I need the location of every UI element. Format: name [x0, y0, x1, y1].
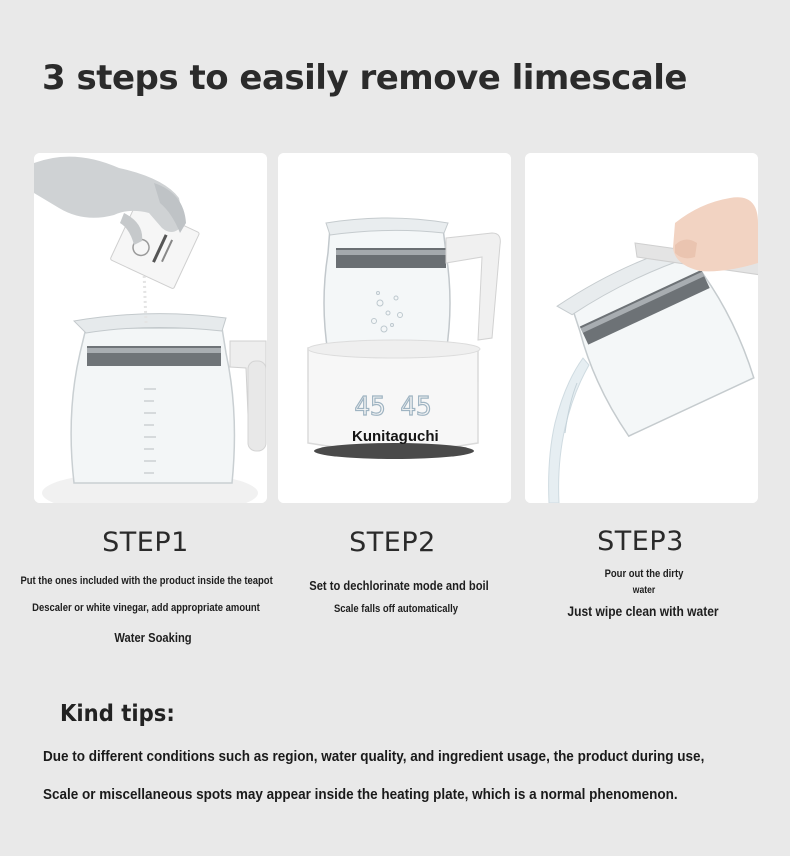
step2-title: STEP2	[349, 527, 436, 558]
step2-line2: Scale falls off automatically	[333, 603, 459, 615]
display-right: 45	[400, 392, 432, 422]
step3-line1: Pour out the dirty	[604, 568, 684, 580]
step1-line2: Descaler or white vinegar, add appropriate amount	[32, 602, 260, 614]
step1-title: STEP1	[102, 527, 189, 558]
step3-line2: water	[632, 585, 656, 596]
step1-line3: Water Soaking	[114, 630, 192, 645]
tips-heading: Kind tips:	[60, 701, 175, 727]
step1-line1: Put the ones included with the product inside the teapot	[20, 575, 273, 587]
step1-image	[34, 153, 267, 503]
tip-line-2: Scale or miscellaneous spots may appear inside the heating plate, which is a normal phenomenon.	[43, 786, 678, 803]
tip-line-1: Due to different conditions such as region, water quality, and ingredient usage, the product during use,	[43, 748, 705, 765]
step3-image	[525, 153, 758, 503]
page-title: 3 steps to easily remove limescale	[42, 58, 687, 98]
step3-title: STEP3	[597, 526, 684, 557]
step2-image	[278, 153, 511, 503]
step3-line3: Just wipe clean with water	[567, 603, 719, 619]
step2-line1: Set to dechlorinate mode and boil	[309, 578, 489, 593]
display-left: 45	[354, 392, 386, 422]
brand-label: Kunitaguchi	[352, 428, 439, 445]
